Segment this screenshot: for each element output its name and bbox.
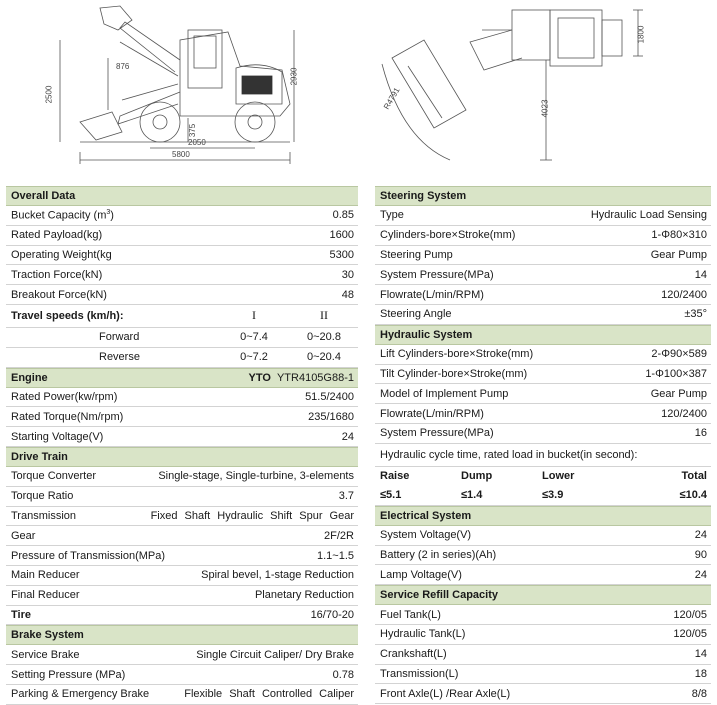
dim-2050: 2050: [188, 138, 206, 147]
dim-375: 375: [188, 123, 198, 138]
spec-value: 16/70-20: [310, 608, 354, 621]
spec-label: Operating Weight(kg: [11, 248, 112, 261]
spec-label: Transmission(L): [380, 667, 459, 680]
dim-1800: 1800: [636, 25, 646, 44]
spec-value: Single-stage, Single-turbine, 3-elements: [158, 470, 354, 483]
cycle-head-lower: Lower: [542, 469, 575, 482]
spec-row: [375, 546, 711, 566]
spec-value: Planetary Reduction: [254, 589, 354, 602]
dim-2500: 2500: [44, 85, 54, 104]
section-brake-system: [6, 625, 358, 645]
spec-value: 120/05: [673, 608, 707, 621]
spec-value: 2-Φ90×589: [651, 348, 707, 361]
speed-gear-2: 0~20.8: [307, 331, 341, 344]
travel-speeds-label: Travel speeds (km/h):: [11, 309, 124, 322]
spec-label: Fuel Tank(L): [380, 608, 441, 621]
spec-value: 2F/2R: [324, 529, 354, 542]
spec-value: 18: [694, 667, 707, 680]
spec-value: 1600: [329, 229, 354, 242]
section-title: Drive Train: [11, 450, 68, 463]
speed-gear-1: 0~7.2: [240, 351, 268, 364]
direction-label: Reverse: [99, 351, 140, 364]
spec-label: System Pressure(MPa): [380, 427, 494, 440]
spec-label: System Pressure(MPa): [380, 268, 494, 281]
spec-label: Bucket Capacity $(m^3)$: [11, 209, 114, 222]
spec-label: Steering Pump: [380, 248, 453, 261]
section-title: Steering System: [380, 190, 467, 202]
spec-row: [375, 645, 711, 665]
spec-row: [375, 605, 711, 625]
spec-row: [375, 226, 711, 246]
spec-value: 24: [341, 430, 354, 443]
spec-row: [375, 625, 711, 645]
section-overall-data: [6, 186, 358, 206]
spec-value: 120/2400: [661, 288, 707, 301]
spec-label: Steering Angle: [380, 308, 452, 321]
section-title: Engine: [11, 371, 48, 384]
spec-column-left: [6, 186, 358, 705]
spec-label: Flowrate(L/min/RPM): [380, 407, 484, 420]
spec-value: 24: [694, 529, 707, 542]
section-title: Hydraulic System: [380, 328, 473, 341]
spec-label: Flowrate(L/min/RPM): [380, 288, 484, 301]
spec-row: [375, 384, 711, 404]
spec-label: Front Axle(L) /Rear Axle(L): [380, 687, 511, 700]
spec-value: 51.5/2400: [305, 390, 354, 403]
spec-label: Parking & Emergency Brake: [11, 688, 150, 701]
spec-row: [375, 246, 711, 266]
spec-value: Flexible Shaft Controlled Caliper: [184, 688, 354, 701]
spec-value: 16: [694, 427, 707, 440]
speed-gear-2: 0~20.4: [307, 351, 341, 364]
dim-2930: 2930: [289, 67, 299, 86]
section-service-refill: [375, 585, 711, 605]
spec-label: Transmission: [11, 509, 76, 522]
spec-value: 1-Φ80×310: [651, 229, 707, 242]
spec-value: 90: [694, 548, 707, 561]
section-title: Electrical System: [380, 509, 472, 522]
spec-value: 14: [694, 648, 707, 661]
spec-column-right: [375, 186, 711, 704]
section-title: Brake System: [11, 629, 84, 642]
spec-value: Gear Pump: [650, 387, 707, 400]
spec-row: [6, 566, 358, 586]
spec-row: [6, 507, 358, 527]
spec-label: Lift Cylinders-bore×Stroke(mm): [380, 348, 534, 361]
spec-row-bucket-capacity: [6, 206, 358, 226]
spec-row: [375, 424, 711, 444]
spec-row: [375, 345, 711, 365]
spec-label: Rated Torque(Nm/rpm): [11, 410, 124, 423]
dim-876: 876: [116, 62, 130, 71]
spec-value: Single Circuit Caliper/ Dry Brake: [196, 648, 354, 661]
spec-value: 120/2400: [661, 407, 707, 420]
spec-value: Spiral bevel, 1-stage Reduction: [201, 569, 354, 582]
cycle-value-raise: ≤5.1: [380, 488, 402, 501]
spec-label: System Voltage(V): [380, 529, 472, 542]
spec-label: Crankshaft(L): [380, 648, 447, 661]
spec-row: [6, 265, 358, 285]
dim-R4791: R4791: [381, 86, 402, 111]
cycle-time-grid: [375, 467, 711, 506]
cycle-head-dump: Dump: [461, 469, 493, 482]
dim-4023: 4023: [540, 99, 550, 118]
section-electrical-system: [375, 506, 711, 526]
spec-label: Torque Ratio: [11, 490, 74, 503]
spec-value: 8/8: [691, 687, 707, 700]
gear-col-1: I: [252, 308, 256, 323]
spec-value: 0.78: [332, 668, 354, 681]
spec-label: Main Reducer: [11, 569, 80, 582]
spec-row: [6, 427, 358, 447]
spec-row: [375, 526, 711, 546]
cycle-head-total: Total: [681, 469, 707, 482]
cycle-value-dump: ≤1.4: [461, 488, 483, 501]
spec-label: Rated Payload(kg): [11, 229, 103, 242]
spec-row: [6, 285, 358, 305]
section-hydraulic-system: [375, 325, 711, 345]
spec-value: Fixed Shaft Hydraulic Shift Spur Gear: [150, 509, 354, 522]
speed-gear-1: 0~7.4: [240, 331, 268, 344]
spec-label: Setting Pressure (MPa): [11, 668, 126, 681]
spec-value: 1.1~1.5: [316, 549, 354, 562]
spec-value: 235/1680: [308, 410, 354, 423]
spec-label: Pressure of Transmission(MPa): [11, 549, 166, 562]
section-title: Overall Data: [11, 190, 76, 202]
spec-label: Gear: [11, 529, 36, 542]
spec-row: [6, 246, 358, 266]
spec-value: 0.85: [332, 209, 354, 222]
spec-value: 24: [694, 568, 707, 581]
spec-label: Type: [380, 209, 404, 222]
spec-row: [375, 684, 711, 704]
spec-label: Service Brake: [11, 648, 80, 661]
spec-label: Rated Power(kw/rpm): [11, 390, 118, 403]
spec-label: Breakout Force(kN): [11, 288, 107, 301]
spec-row: [6, 546, 358, 566]
spec-row: [6, 407, 358, 427]
section-steering-system: [375, 186, 711, 206]
spec-row: [6, 226, 358, 246]
travel-speed-row: [6, 328, 358, 348]
spec-label: Model of Implement Pump: [380, 387, 509, 400]
spec-row: [6, 388, 358, 408]
spec-row: [375, 404, 711, 424]
section-engine: [6, 368, 358, 388]
spec-row: [375, 206, 711, 226]
spec-label: Final Reducer: [11, 589, 80, 602]
cycle-head-raise: Raise: [380, 469, 410, 482]
section-drive-train: [6, 447, 358, 467]
spec-value: ±35°: [684, 308, 707, 321]
spec-label: Hydraulic Tank(L): [380, 628, 466, 641]
spec-label: Traction Force(kN): [11, 268, 103, 281]
spec-value: 3.7: [338, 490, 354, 503]
spec-label: Torque Converter: [11, 470, 96, 483]
spec-label: Cylinders-bore×Stroke(mm): [380, 229, 516, 242]
side-view-drawing: [0, 0, 360, 180]
gear-col-2: II: [320, 308, 328, 323]
spec-row: [6, 665, 358, 685]
section-title: Service Refill Capacity: [380, 589, 499, 602]
spec-row: [375, 285, 711, 305]
spec-row: [6, 685, 358, 705]
cycle-time-label: Hydraulic cycle time, rated load in bucket(in second):: [375, 444, 711, 467]
spec-value: 14: [694, 268, 707, 281]
spec-row: [6, 467, 358, 487]
top-view-drawing: [362, 0, 717, 180]
spec-row: [375, 665, 711, 685]
spec-row: [6, 645, 358, 665]
dim-5800: 5800: [172, 150, 190, 159]
spec-value: 5300: [329, 248, 354, 261]
cycle-value-lower: ≤3.9: [542, 488, 564, 501]
spec-value: Hydraulic Load Sensing: [590, 209, 707, 222]
spec-row: [6, 487, 358, 507]
travel-speed-row: [6, 348, 358, 368]
spec-row: [6, 526, 358, 546]
spec-value: Gear Pump: [650, 248, 707, 261]
spec-value: 48: [341, 288, 354, 301]
spec-row: [375, 565, 711, 585]
spec-value: 1-Φ100×387: [645, 367, 707, 380]
spec-label: Tire: [11, 608, 31, 621]
spec-row: [375, 305, 711, 325]
cycle-value-total: ≤10.4: [679, 488, 707, 501]
spec-row: [375, 265, 711, 285]
direction-label: Forward: [99, 331, 140, 344]
spec-row-tire: [6, 606, 358, 626]
spec-label: Tilt Cylinder-bore×Stroke(mm): [380, 367, 528, 380]
spec-label: Starting Voltage(V): [11, 430, 104, 443]
spec-label: Lamp Voltage(V): [380, 568, 462, 581]
engine-model: YTO YTR4105G88-1: [248, 371, 354, 384]
travel-speeds-header: [6, 305, 358, 328]
spec-row: [375, 365, 711, 385]
spec-value: 30: [341, 268, 354, 281]
spec-label: Battery (2 in series)(Ah): [380, 548, 497, 561]
spec-row: [6, 586, 358, 606]
spec-value: 120/05: [673, 628, 707, 641]
